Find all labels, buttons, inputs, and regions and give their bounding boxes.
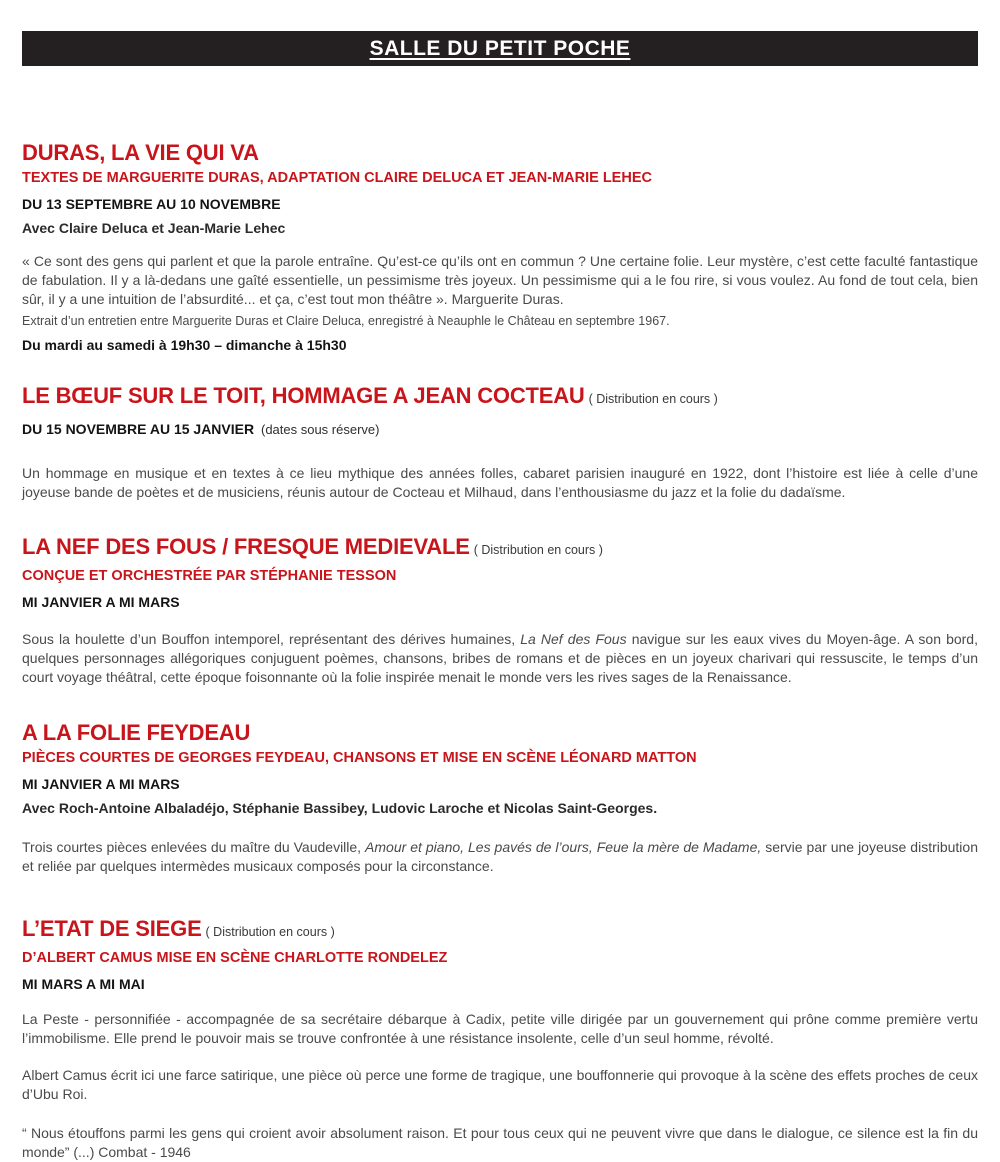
camus-quote: “ Nous étouffons parmi les gens qui croient avoir absolument raison. Et pour tous ceux qui ne peuvent vivre que dans le dialogue, ce silence est la fin du monde” (...) Combat - 1946 [22,1125,978,1160]
show-title-text: L’ETAT DE SIEGE [22,916,202,941]
show-cast: Avec Claire Deluca et Jean-Marie Lehec [22,220,286,236]
show-title-text: LA NEF DES FOUS / FRESQUE MEDIEVALE [22,534,470,559]
show-description [22,630,978,687]
show-section-folie-feydeau [22,720,978,876]
show-dates: DU 13 SEPTEMBRE AU 10 NOVEMBRE [22,196,281,212]
show-subtitle: CONÇUE ET ORCHESTRÉE PAR STÉPHANIE TESSON [22,568,397,584]
show-title-text: DURAS, LA VIE QUI VA [22,140,259,165]
show-dates: MI JANVIER A MI MARS [22,776,180,792]
show-subtitle: TEXTES DE MARGUERITE DURAS, ADAPTATION CLAIRE DELUCA ET JEAN-MARIE LEHEC [22,170,652,186]
show-dates: MI MARS A MI MAI [22,976,145,992]
show-section-nef-des-fous [22,534,978,687]
description-text: navigue sur les eaux vives du Moyen-âge. A son bord, quelques personnages allégoriques conjuguent poèmes, chansons, bribes de romans et de pièces en un joyeux charivari qui ressuscite, le temps d’un court voyage théâtral, cette époque foisonnante où la folie inspirée menait le monde vers les rives sages de la Renaissance. [22,631,978,685]
show-title-text: LE BŒUF SUR LE TOIT, HOMMAGE A JEAN COCTEAU [22,383,585,408]
description-text: Trois courtes pièces enlevées du maître du Vaudeville, [22,839,366,855]
show-title [22,140,978,165]
show-description [22,838,978,876]
show-subtitle: PIÈCES COURTES DE GEORGES FEYDEAU, CHANSONS ET MISE EN SCÈNE LÉONARD MATTON [22,750,697,766]
venue-title: SALLE DU PETIT POCHE [369,36,631,60]
show-description: Un hommage en musique et en textes à ce lieu mythique des années folles, cabaret parisien inauguré en 1922, dont l’histoire est liée à celle d’une joyeuse bande de poètes et de musiciens, réunis autour de Cocteau et Milhaud, dans l’enthousiasme du jazz et la folie du dadaïsme. [22,465,978,500]
show-section-duras [22,140,978,353]
description-text: servie par une joyeuse distribution et reliée par quelques intermèdes musicaux composés pour la circonstance. [22,839,978,874]
show-title-text: A LA FOLIE FEYDEAU [22,720,251,745]
show-subtitle: D’ALBERT CAMUS MISE EN SCÈNE CHARLOTTE RONDELEZ [22,950,448,966]
show-section-boeuf-sur-le-toit [22,383,978,502]
show-title [22,720,978,745]
show-dates: MI JANVIER A MI MARS [22,594,180,610]
dates-reservation-note: (dates sous réserve) [260,422,380,437]
show-cast: Avec Roch-Antoine Albaladéjo, Stéphanie Bassibey, Ludovic Laroche et Nicolas Saint-Georges. [22,800,658,816]
show-section-etat-de-siege [22,916,978,1162]
show-title [22,916,978,945]
description-text: Sous la houlette d’un Bouffon intemporel, représentant des dérives humaines, [22,631,521,647]
distribution-note: ( Distribution en cours ) [588,392,718,406]
show-title [22,383,978,412]
show-dates [22,421,978,438]
interview-source-note: Extrait d’un entretien entre Marguerite Duras et Claire Deluca, enregistré à Neauphle le Château en septembre 1967. [22,314,670,328]
show-title [22,534,978,563]
show-description-part-2: Albert Camus écrit ici une farce satirique, une pièce où perce une forme de tragique, une bouffonnerie qui provoque à la scène des effets proches de ceux d’Ubu Roi. [22,1067,978,1102]
work-titles-italic: Amour et piano, Les pavés de l’ours, Feue la mère de Madame, [365,839,762,855]
show-schedule: Du mardi au samedi à 19h30 – dimanche à 15h30 [22,337,347,353]
show-dates-text: DU 15 NOVEMBRE AU 15 JANVIER [22,421,255,437]
show-quote-paragraph: « Ce sont des gens qui parlent et que la parole entraîne. Qu’est-ce qu’ils ont en commun ? Une certaine folie. Leur mystère, c’est cette faculté fantastique de fabulation. Il y a là-dedans une gaîté essentielle, un pessimisme très joyeux. Un pessimisme qui a le fou rire, si vous voulez. Au fond de tout cela, bien sûr, il y a une intuition de l’absurdité... et ça, c’est tout mon théâtre ». Marguerite Duras. [22,253,978,307]
distribution-note: ( Distribution en cours ) [473,543,603,557]
show-description-part-1: La Peste - personnifiée - accompagnée de sa secrétaire débarque à Cadix, petite ville dirigée par un gouvernement qui prône comme première vertu l’immobilisme. Elle prend le pouvoir mais se trouve confrontée à une résistance insolente, celle d’un seul homme, révolté. [22,1011,978,1046]
venue-header-bar [22,31,978,66]
work-title-italic: La Nef des Fous [520,631,627,647]
distribution-note: ( Distribution en cours ) [205,925,335,939]
